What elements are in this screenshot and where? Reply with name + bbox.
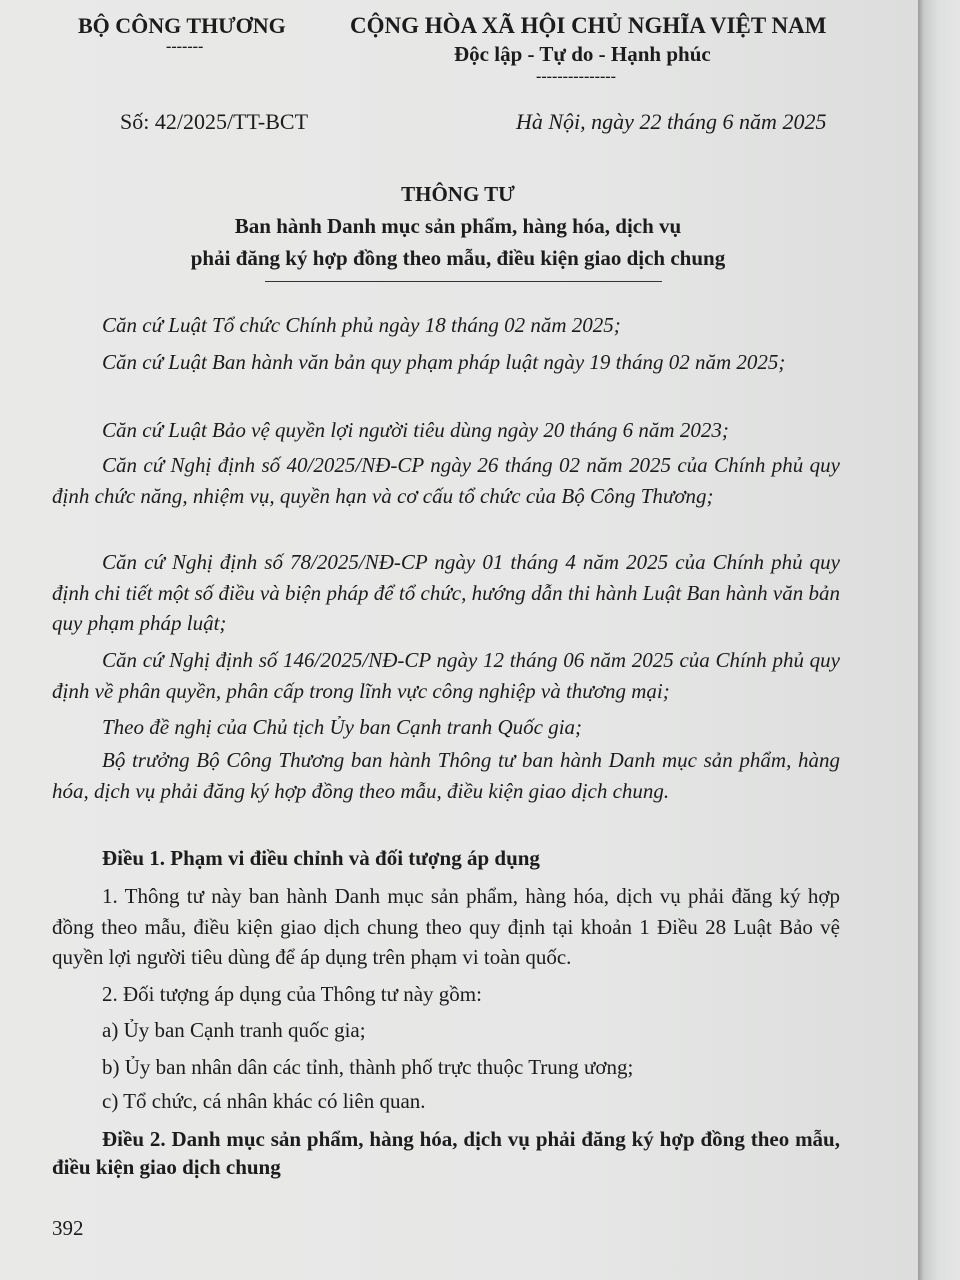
preamble-2: Căn cứ Luật Ban hành văn bản quy phạm pháp luật ngày 19 tháng 02 năm 2025; — [102, 350, 786, 374]
article-1-item-b: b) Ủy ban nhân dân các tỉnh, thành phố trực thuộc Trung ương; — [102, 1055, 634, 1079]
motto-divider: --------------- — [536, 68, 616, 85]
preamble-5: Căn cứ Nghị định số 78/2025/NĐ-CP ngày 01 tháng 4 năm 2025 của Chính phủ quy định chi tiết một số điều và biện pháp để tổ chức, hướng dẫn thi hành Luật Ban hành văn bản quy phạm pháp luật; — [52, 550, 840, 635]
title-line-1: Ban hành Danh mục sản phẩm, hàng hóa, dịch vụ — [234, 214, 682, 238]
article-1-clause-2: 2. Đối tượng áp dụng của Thông tư này gồm: — [102, 982, 482, 1006]
title-line-2: phải đăng ký hợp đồng theo mẫu, điều kiện giao dịch chung — [190, 246, 726, 270]
document-type: THÔNG TƯ — [401, 182, 515, 206]
preamble-3: Căn cứ Luật Bảo vệ quyền lợi người tiêu dùng ngày 20 tháng 6 năm 2023; — [102, 418, 729, 442]
article-2-heading: Điều 2. Danh mục sản phẩm, hàng hóa, dịch vụ phải đăng ký hợp đồng theo mẫu, điều kiện giao dịch chung — [52, 1127, 840, 1179]
national-motto: Độc lập - Tự do - Hạnh phúc — [454, 42, 711, 66]
place-date: Hà Nội, ngày 22 tháng 6 năm 2025 — [516, 109, 827, 134]
preamble-8: Bộ trưởng Bộ Công Thương ban hành Thông tư ban hành Danh mục sản phẩm, hàng hóa, dịch vụ phải đăng ký hợp đồng theo mẫu, điều kiện giao dịch chung. — [52, 748, 840, 803]
article-1-item-a: a) Ủy ban Cạnh tranh quốc gia; — [102, 1018, 366, 1042]
nation-name: CỘNG HÒA XÃ HỘI CHỦ NGHĨA VIỆT NAM — [350, 13, 827, 38]
page-number: 392 — [52, 1216, 84, 1240]
preamble-6: Căn cứ Nghị định số 146/2025/NĐ-CP ngày 12 tháng 06 năm 2025 của Chính phủ quy định về phân quyền, phân cấp trong lĩnh vực công nghiệp và thương mại; — [52, 648, 840, 703]
article-1-item-c: c) Tổ chức, cá nhân khác có liên quan. — [102, 1089, 426, 1113]
agency-name: BỘ CÔNG THƯƠNG — [78, 13, 286, 38]
preamble-4: Căn cứ Nghị định số 40/2025/NĐ-CP ngày 26 tháng 02 năm 2025 của Chính phủ quy định chức năng, nhiệm vụ, quyền hạn và cơ cấu tổ chức của Bộ Công Thương; — [52, 453, 840, 508]
preamble-1: Căn cứ Luật Tổ chức Chính phủ ngày 18 tháng 02 năm 2025; — [102, 313, 621, 337]
preamble-7: Theo đề nghị của Chủ tịch Ủy ban Cạnh tranh Quốc gia; — [102, 715, 583, 739]
agency-divider: ------- — [166, 38, 204, 55]
document-number: Số: 42/2025/TT-BCT — [120, 109, 309, 134]
article-1-heading: Điều 1. Phạm vi điều chỉnh và đối tượng áp dụng — [102, 846, 540, 870]
article-1-clause-1: 1. Thông tư này ban hành Danh mục sản phẩm, hàng hóa, dịch vụ phải đăng ký hợp đồng theo mẫu, điều kiện giao dịch chung theo quy định tại khoản 1 Điều 28 Luật Bảo vệ quyền lợi người tiêu dùng để áp dụng trên phạm vi toàn quốc. — [52, 884, 840, 969]
title-underline — [265, 281, 662, 282]
adjacent-page-edge — [918, 0, 960, 1280]
